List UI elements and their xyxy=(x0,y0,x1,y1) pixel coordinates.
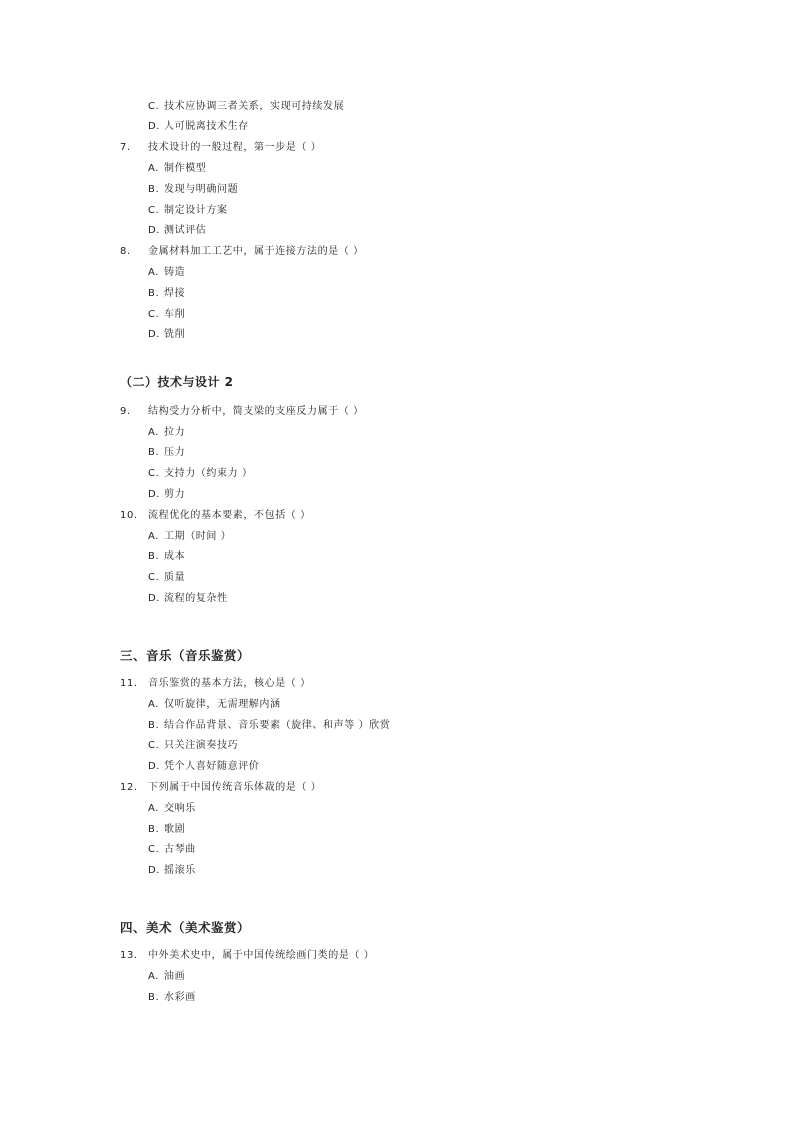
option-letter: C. xyxy=(148,205,160,216)
question-number: 13. xyxy=(120,950,138,961)
option-text: 人可脱离技术生存 xyxy=(164,121,249,132)
option-text: 摇滚乐 xyxy=(164,865,196,876)
option-letter: B. xyxy=(148,184,160,195)
option-text: 车削 xyxy=(164,309,186,320)
option-letter: A. xyxy=(148,803,160,814)
option-text: 油画 xyxy=(164,971,186,982)
question-text: 技术设计的一般过程，第一步是（ ） xyxy=(148,142,322,153)
question-number: 10. xyxy=(120,510,138,521)
question-text: 下列属于中国传统音乐体裁的是（ ） xyxy=(148,782,322,793)
option-letter: A. xyxy=(148,971,160,982)
option-letter: B. xyxy=(148,551,160,562)
option-letter: D. xyxy=(148,489,161,500)
question-number: 8. xyxy=(120,246,131,257)
option-text: 交响乐 xyxy=(164,803,196,814)
option-text: 压力 xyxy=(164,447,186,458)
question-text: 中外美术史中，属于中国传统绘画门类的是（ ） xyxy=(148,950,375,961)
option-text: 流程的复杂性 xyxy=(164,593,228,604)
option-text: 铣削 xyxy=(164,329,186,340)
option-letter: D. xyxy=(148,865,161,876)
option-text: 成本 xyxy=(164,551,186,562)
option-letter: C. xyxy=(148,468,160,479)
option-letter: A. xyxy=(148,163,160,174)
option-letter: D. xyxy=(148,121,161,132)
option-text: 拉力 xyxy=(164,427,186,438)
option-text: 歌剧 xyxy=(164,824,186,835)
section-heading-art: 四、美术（美术鉴赏） xyxy=(120,920,251,935)
option-letter: D. xyxy=(148,761,161,772)
option-letter: B. xyxy=(148,447,160,458)
option-text: 技术应协调三者关系，实现可持续发展 xyxy=(164,101,345,112)
option-letter: C. xyxy=(148,572,160,583)
option-text: 仅听旋律，无需理解内涵 xyxy=(164,699,281,710)
question-text: 结构受力分析中，简支梁的支座反力属于（ ） xyxy=(148,406,364,417)
option-letter: D. xyxy=(148,225,161,236)
option-text: 结合作品背景、音乐要素（旋律、和声等 ）欣赏 xyxy=(164,720,391,731)
question-text: 音乐鉴赏的基本方法，核心是（ ） xyxy=(148,678,311,689)
option-letter: C. xyxy=(148,844,160,855)
option-text: 古琴曲 xyxy=(164,844,196,855)
question-number: 9. xyxy=(120,406,131,417)
option-letter: C. xyxy=(148,309,160,320)
option-text: 制作模型 xyxy=(164,163,207,174)
option-letter: B. xyxy=(148,824,160,835)
option-text: 凭个人喜好随意评价 xyxy=(164,761,260,772)
question-number: 12. xyxy=(120,782,138,793)
question-text: 流程优化的基本要素，不包括（ ） xyxy=(148,510,311,521)
option-text: 工期（时间 ） xyxy=(164,531,232,542)
option-letter: A. xyxy=(148,427,160,438)
option-text: 测试评估 xyxy=(164,225,207,236)
option-letter: A. xyxy=(148,699,160,710)
option-text: 只关注演奏技巧 xyxy=(164,740,239,751)
option-text: 制定设计方案 xyxy=(164,205,228,216)
option-text: 支持力（约束力 ） xyxy=(164,468,253,479)
section-heading-tech-design-2: （二）技术与设计 2 xyxy=(120,375,234,389)
question-number: 11. xyxy=(120,678,138,689)
option-text: 剪力 xyxy=(164,489,186,500)
option-letter: C. xyxy=(148,740,160,751)
option-letter: B. xyxy=(148,992,160,1003)
option-text: 发现与明确问题 xyxy=(164,184,239,195)
option-letter: A. xyxy=(148,267,160,278)
option-letter: D. xyxy=(148,329,161,340)
option-letter: C. xyxy=(148,101,160,112)
section-heading-music: 三、音乐（音乐鉴赏） xyxy=(120,648,251,663)
question-text: 金属材料加工工艺中，属于连接方法的是（ ） xyxy=(148,246,364,257)
option-text: 焊接 xyxy=(164,288,186,299)
option-letter: B. xyxy=(148,288,160,299)
option-letter: B. xyxy=(148,720,160,731)
option-text: 铸造 xyxy=(164,267,186,278)
option-letter: A. xyxy=(148,531,160,542)
option-letter: D. xyxy=(148,593,161,604)
option-text: 水彩画 xyxy=(164,992,196,1003)
option-text: 质量 xyxy=(164,572,186,583)
question-number: 7. xyxy=(120,142,131,153)
